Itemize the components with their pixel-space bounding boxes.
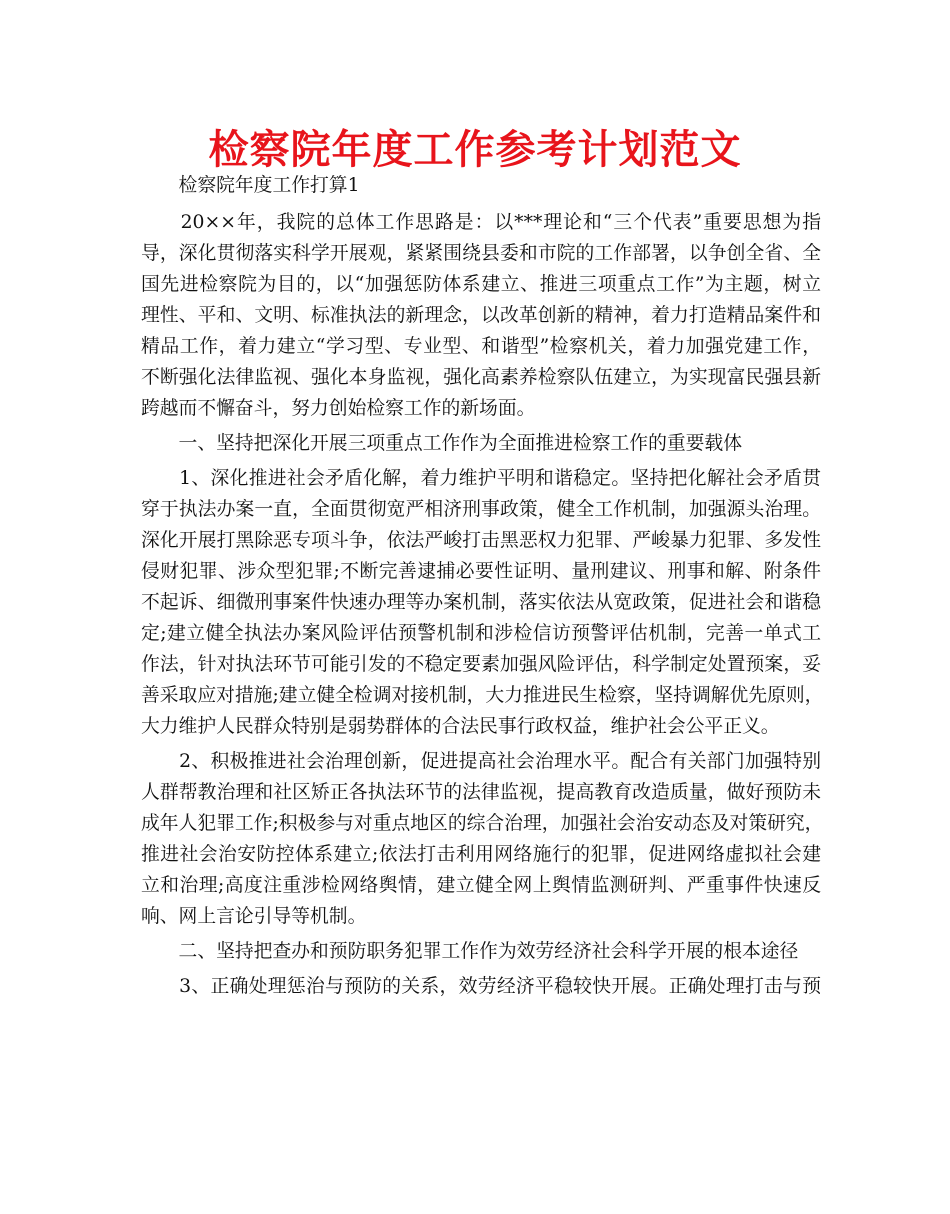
text-line: 不起诉、细微刑事案件快速办理等办案机制，落实依法从宽政策，促进社会和谐稳 [141,592,821,613]
text-line: 响、网上言论引导等机制。 [141,906,367,927]
text-line: 国先进检察院为目的，以“加强惩防体系建立、推进三项重点工作”为主题，树立 [141,274,821,295]
text-line: 深化开展打黑除恶专项斗争，依法严峻打击黑恶权力犯罪、严峻暴力犯罪、多发性 [141,530,821,551]
text-line: 立和治理;高度注重涉检网络舆情，建立健全网上舆情监测研判、严重事件快速反 [141,875,821,896]
text-line: 20××年，我院的总体工作思路是：以***理论和“三个代表”重要思想为指 [141,212,821,233]
text-line: 穿于执法办案一直，全面贯彻宽严相济刑事政策，健全工作机制，加强源头治理。 [141,499,821,520]
section-heading: 一、坚持把深化开展三项重点工作作为全面推进检察工作的重要载体 [141,433,742,454]
text-line: 作法，针对执法环节可能引发的不稳定要素加强风险评估，科学制定处置预案，妥 [141,654,821,675]
text-line: 导，深化贯彻落实科学开展观，紧紧围绕县委和市院的工作部署，以争创全省、全 [141,243,821,264]
text-line: 定;建立健全执法办案风险评估预警机制和涉检信访预警评估机制，完善一单式工 [141,623,821,644]
document-title: 检察院年度工作参考计划范文 [208,127,742,173]
text-line: 侵财犯罪、涉众型犯罪;不断完善逮捕必要性证明、量刑建议、刑事和解、附条件 [141,561,821,582]
text-line: 不断强化法律监视、强化本身监视，强化高素养检察队伍建立，为实现富民强县新 [141,367,821,388]
section-heading: 二、坚持把查办和预防职务犯罪工作作为效劳经济社会科学开展的根本途径 [141,941,799,962]
text-line: 推进社会治安防控体系建立;依法打击利用网络施行的犯罪，促进网络虚拟社会建 [141,844,821,865]
text-line: 善采取应对措施;建立健全检调对接机制，大力推进民生检察，坚持调解优先原则， [141,685,824,706]
text-line: 跨越而不懈奋斗，努力创始检察工作的新场面。 [141,398,536,419]
text-line: 3、正确处理惩治与预防的关系，效劳经济平稳较快开展。正确处理打击与预 [141,976,821,997]
text-line: 大力维护人民群众特别是弱势群体的合法民事行政权益，维护社会公平正义。 [141,716,780,737]
text-line: 精品工作，着力建立“学习型、专业型、和谐型”检察机关，着力加强党建工作， [141,336,821,357]
text-line: 2、积极推进社会治理创新，促进提高社会治理水平。配合有关部门加强特别 [141,751,821,772]
document-body [141,170,824,1002]
text-line: 成年人犯罪工作;积极参与对重点地区的综合治理，加强社会治安动态及对策研究， [141,813,824,834]
text-line: 理性、平和、文明、标准执法的新理念，以改革创新的精神，着力打造精品案件和 [141,305,821,326]
text-line: 检察院年度工作打算1 [141,175,360,196]
text-line: 1、深化推进社会矛盾化解，着力维护平明和谐稳定。坚持把化解社会矛盾贯 [141,468,821,489]
text-line: 人群帮教治理和社区矫正各执法环节的法律监视，提高教育改造质量，做好预防未 [141,782,821,803]
